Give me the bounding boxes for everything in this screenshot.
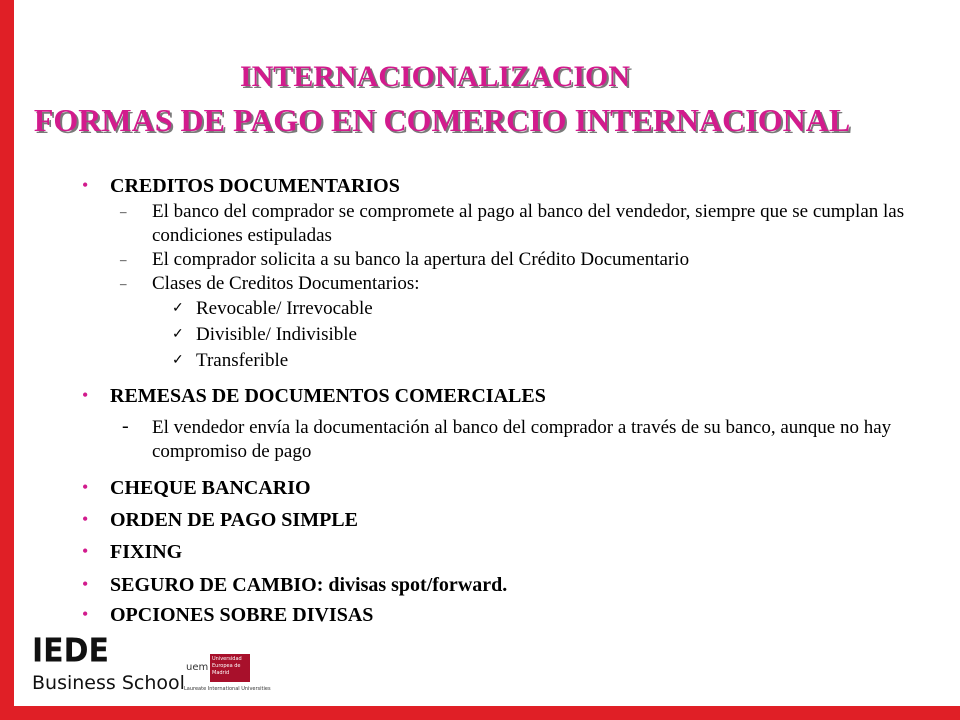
check-item-text: Revocable/ Irrevocable: [196, 298, 373, 319]
bullet-item: [82, 174, 942, 198]
checkmark-icon: ✓: [172, 327, 184, 342]
bottom-accent-bar: [0, 706, 960, 720]
bullet-dot-icon: •: [82, 574, 89, 594]
check-item: [82, 296, 942, 322]
bullet-heading: OPCIONES SOBRE DIVISAS: [110, 604, 374, 626]
bullet-item: [82, 573, 942, 597]
sub-item-text: El vendedor envía la documentación al banco del comprador a través de su banco, aunque no hay compromiso de pago: [152, 417, 892, 462]
bullet-item: [82, 508, 942, 532]
bullet-heading: CREDITOS DOCUMENTARIOS: [110, 175, 400, 197]
sub-item: [82, 200, 942, 248]
bullet-item: [82, 476, 942, 500]
bullet-dot-icon: •: [82, 175, 89, 195]
dash-icon: –: [120, 204, 127, 219]
partner-subtitle: Laureate International Universities: [184, 686, 271, 692]
sub-item-text: El banco del comprador se compromete al pago al banco del vendedor, siempre que se cumplan las condiciones estipuladas: [152, 201, 905, 246]
slide-content: [82, 174, 942, 627]
check-item-text: Divisible/ Indivisible: [196, 324, 357, 345]
bullet-heading: CHEQUE BANCARIO: [110, 477, 311, 499]
sub-item: [82, 272, 942, 296]
bullet-item: [82, 540, 942, 564]
bullet-dot-icon: •: [82, 604, 89, 624]
sub-item: [82, 416, 942, 464]
check-item: [82, 322, 942, 348]
partner-box: Universidad Europea de Madrid: [210, 654, 250, 682]
sub-item: [82, 248, 942, 272]
bullet-heading: REMESAS DE DOCUMENTOS COMERCIALES: [110, 385, 546, 407]
sub-item-text: El comprador solicita a su banco la apertura del Crédito Documentario: [152, 249, 690, 270]
logo-subtitle: Business School: [32, 672, 185, 694]
bullet-heading: FIXING: [110, 541, 183, 563]
bullet-dot-icon: •: [82, 385, 89, 405]
sub-item-text: Clases de Creditos Documentarios:: [152, 273, 420, 294]
bullet-item: [82, 603, 942, 627]
iede-logo: [24, 632, 271, 702]
slide-title-line1: INTERNACIONALIZACION: [239, 60, 631, 93]
bullet-dot-icon: •: [82, 541, 89, 561]
check-item: [82, 348, 942, 374]
dash-icon: –: [120, 252, 127, 267]
checkmark-icon: ✓: [172, 353, 184, 368]
check-item-text: Transferible: [196, 350, 289, 371]
partner-mark: uem: [186, 662, 209, 673]
bullet-dot-icon: •: [82, 509, 89, 529]
bullet-heading: SEGURO DE CAMBIO: divisas spot/forward.: [110, 574, 508, 596]
checkmark-icon: ✓: [172, 301, 184, 316]
bullet-heading: ORDEN DE PAGO SIMPLE: [110, 509, 358, 531]
dash-icon: -: [122, 415, 129, 437]
slide-title-line2: FORMAS DE PAGO EN COMERCIO INTERNACIONAL: [33, 102, 851, 138]
dash-icon: –: [120, 276, 127, 291]
bullet-dot-icon: •: [82, 477, 89, 497]
partner-logo: [182, 652, 271, 702]
bullet-item: [82, 384, 942, 408]
logo-wordmark: IEDE: [32, 632, 110, 671]
